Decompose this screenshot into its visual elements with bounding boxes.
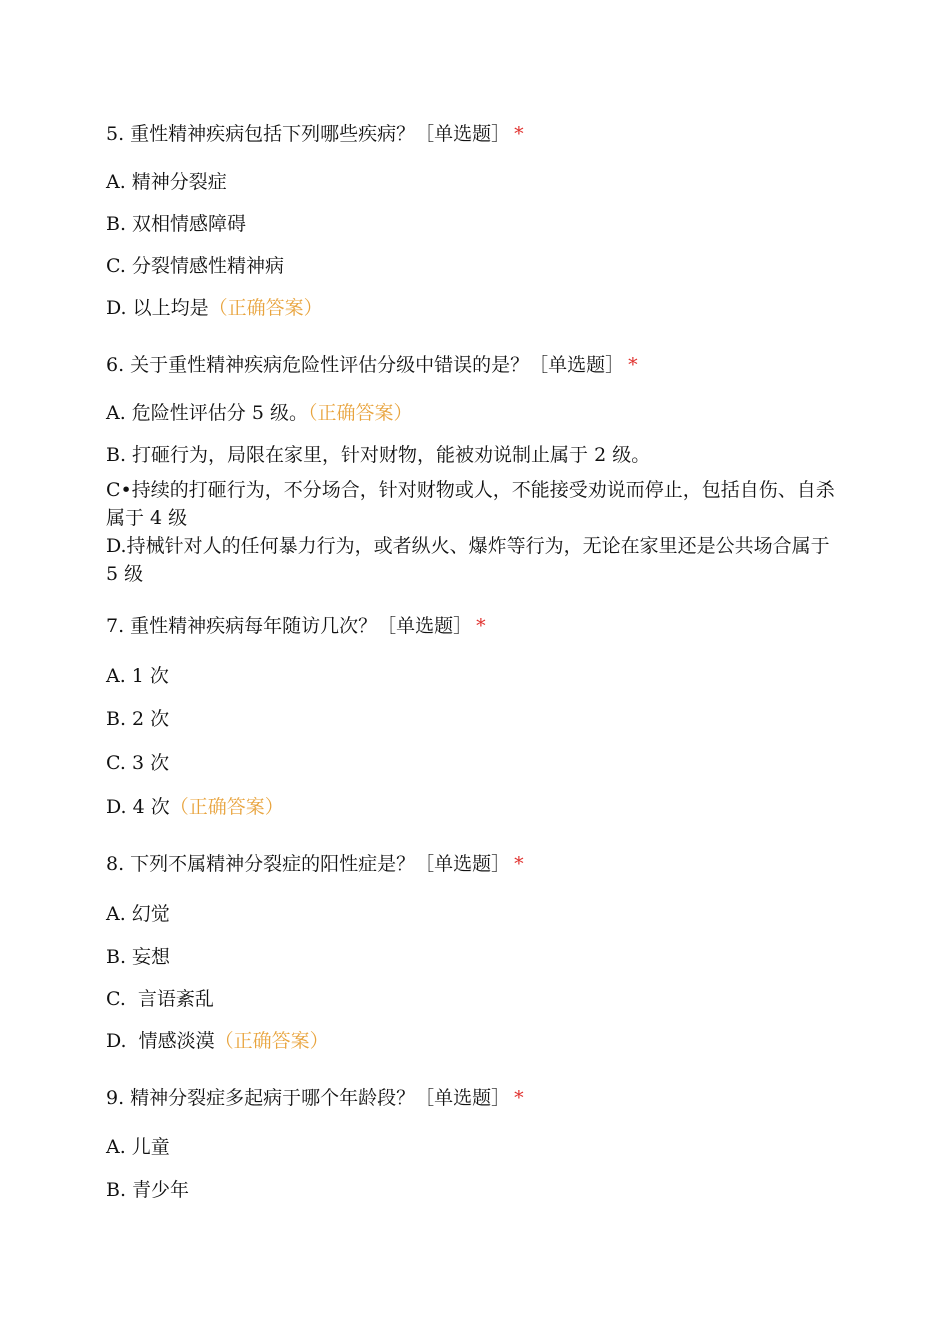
question-8-option-b: B. 妄想 (106, 946, 171, 968)
question-8-option-c: C. 言语紊乱 (106, 988, 214, 1010)
question-8-option-d: D. 情感淡漠（正确答案） (106, 1030, 329, 1052)
question-7-option-b: B. 2 次 (106, 708, 170, 730)
correct-answer-tag: （正确答案） (307, 402, 413, 424)
required-mark: * (514, 853, 524, 875)
question-7-stem: 7. 重性精神疾病每年随访几次？［单选题］ * (106, 615, 486, 637)
question-7-option-d: D. 4 次（正确答案） (106, 796, 284, 818)
question-5-option-b: B. 双相情感障碍 (106, 213, 247, 235)
question-7-option-c: C. 3 次 (106, 752, 170, 774)
question-6-stem: 6. 关于重性精神疾病危险性评估分级中错误的是？［单选题］ * (106, 354, 638, 376)
question-9-stem: 9. 精神分裂症多起病于哪个年龄段？［单选题］ * (106, 1087, 524, 1109)
required-mark: * (514, 123, 524, 145)
required-mark: * (628, 354, 638, 376)
question-8-stem: 8. 下列不属精神分裂症的阳性症是？［单选题］ * (106, 853, 524, 875)
question-5-stem: 5. 重性精神疾病包括下列哪些疾病？［单选题］ * (106, 123, 524, 145)
question-6-option-b: B. 打砸行为，局限在家里，针对财物，能被劝说制止属于 2 级。 (106, 444, 651, 466)
correct-answer-tag: （正确答案） (208, 297, 323, 319)
question-8-option-a: A. 幻觉 (106, 903, 170, 925)
required-mark: * (476, 615, 486, 637)
question-5-option-c: C. 分裂情感性精神病 (106, 255, 284, 277)
correct-answer-tag: （正确答案） (214, 1030, 329, 1052)
question-6-option-d: D.持械针对人的任何暴力行为，或者纵火、爆炸等行为，无论在家里还是公共场合属于 5 级 (106, 535, 830, 585)
question-6-option-c: C•持续的打砸行为，不分场合，针对财物或人，不能接受劝说而停止，包括自伤、自杀属于 4 级 (106, 479, 835, 529)
question-9-option-b: B. 青少年 (106, 1179, 190, 1201)
question-6-option-a: A. 危险性评估分 5 级。（正确答案） (106, 402, 413, 424)
required-mark: * (514, 1087, 524, 1109)
correct-answer-tag: （正确答案） (169, 796, 284, 818)
question-9-option-a: A. 儿童 (106, 1136, 170, 1158)
question-7-option-a: A. 1 次 (106, 665, 169, 687)
question-5-option-a: A. 精神分裂症 (106, 171, 227, 193)
question-5-option-d: D. 以上均是（正确答案） (106, 297, 323, 319)
